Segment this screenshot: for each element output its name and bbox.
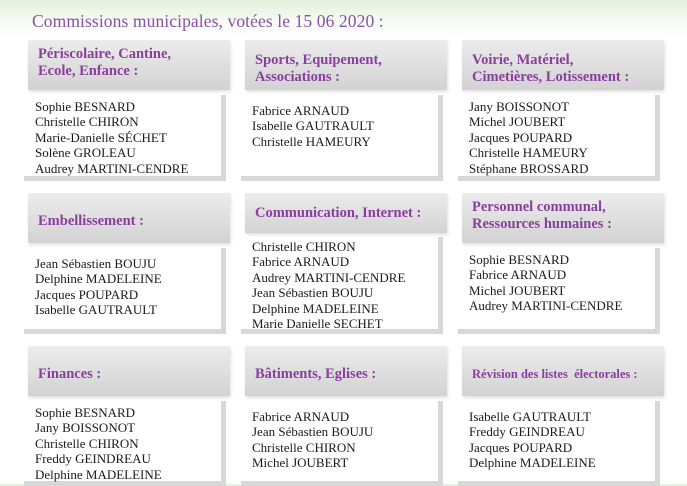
commission-card-batiments: [241, 346, 447, 486]
commission-members: [24, 401, 226, 486]
commission-members: [24, 248, 226, 334]
member-name: Sophie BESNARD: [469, 252, 570, 267]
member-name: Jacques POUPARD: [469, 439, 573, 455]
commission-header: [245, 346, 447, 396]
commission-members: [458, 248, 660, 334]
member-name: Christelle CHIRON: [35, 435, 139, 451]
commission-title: Bâtiments, Eglises :: [255, 365, 377, 382]
member-name: Christelle HAMEURY: [252, 133, 371, 149]
member-name: Sophie BESNARD: [35, 99, 136, 114]
member-name: Audrey MARTINI-CENDRE: [35, 160, 189, 176]
member-name: Christelle CHIRON: [35, 114, 139, 130]
member-name: Marie-Danielle SÉCHET: [35, 129, 167, 145]
commission-members: [24, 95, 226, 181]
commission-members: [458, 95, 660, 181]
member-name: Christelle CHIRON: [252, 439, 356, 455]
commission-members: [241, 95, 443, 181]
member-name: Christelle HAMEURY: [469, 145, 588, 161]
commission-card-voirie: [458, 40, 664, 181]
commission-card-finances: [24, 346, 230, 486]
commissions-grid: [24, 40, 664, 486]
commission-card-sports: [241, 40, 447, 181]
member-name: Solène GROLEAU: [35, 145, 136, 161]
member-name: Sophie BESNARD: [35, 405, 136, 420]
member-name: Freddy GEINDREAU: [469, 424, 585, 440]
member-name: Marie Danielle SECHET: [252, 316, 383, 332]
commission-title: Révision des listes électorales :: [472, 366, 638, 381]
commission-members: [458, 401, 660, 486]
member-name: Fabrice ARNAUD: [252, 254, 350, 270]
member-name: Freddy GEINDREAU: [35, 451, 151, 467]
commission-header: [245, 40, 447, 90]
commission-title: Personnel communal, Ressources humaines :: [472, 199, 612, 232]
member-name: Jany BOISSONOT: [469, 99, 570, 114]
member-name: Stéphane BROSSARD: [469, 160, 589, 176]
member-name: Michel JOUBERT: [252, 455, 349, 471]
commission-title: Communication, Internet :: [255, 204, 422, 221]
commission-title: Sports, Equipement, Associations :: [255, 52, 382, 85]
member-name: Jacques POUPARD: [469, 129, 573, 145]
commission-title: Embellissement :: [38, 212, 144, 229]
commission-members: [241, 237, 443, 334]
commission-header: [462, 346, 664, 396]
commission-header: [28, 193, 230, 243]
member-name: Isabelle GAUTRAULT: [35, 302, 157, 318]
commission-header: [28, 346, 230, 396]
commission-title: Périscolaire, Cantine, Ecole, Enfance :: [38, 46, 172, 79]
commission-card-revision-listes: [458, 346, 664, 486]
member-name: Jacques POUPARD: [35, 286, 139, 302]
commission-title: Finances :: [38, 365, 102, 382]
member-name: Michel JOUBERT: [469, 282, 566, 298]
member-name: Delphine MADELEINE: [35, 466, 162, 482]
member-name: Fabrice ARNAUD: [469, 267, 567, 283]
commission-header: [28, 40, 230, 90]
member-name: Michel JOUBERT: [469, 114, 566, 130]
commission-title: Voirie, Matériel, Cimetières, Lotissement :: [472, 52, 630, 85]
commission-header: [462, 40, 664, 90]
commission-members: [241, 401, 443, 486]
commission-card-personnel: [458, 193, 664, 334]
member-name: Fabrice ARNAUD: [252, 409, 350, 424]
member-name: Delphine MADELEINE: [252, 300, 379, 316]
commission-header: [462, 193, 664, 243]
member-name: Audrey MARTINI-CENDRE: [469, 298, 623, 314]
member-name: Jean Sébastien BOUJU: [252, 285, 374, 301]
commission-card-communication: [241, 193, 447, 334]
member-name: Christelle CHIRON: [252, 239, 356, 254]
member-name: Jean Sébastien BOUJU: [35, 256, 157, 271]
page-title: Commissions municipales, votées le 15 06 2020 :: [32, 11, 384, 31]
member-name: Jany BOISSONOT: [35, 420, 136, 436]
commission-card-embellissement: [24, 193, 230, 334]
member-name: Delphine MADELEINE: [469, 455, 596, 471]
member-name: Audrey MARTINI-CENDRE: [252, 269, 406, 285]
member-name: Delphine MADELEINE: [35, 271, 162, 287]
member-name: Isabelle GAUTRAULT: [252, 118, 374, 134]
commission-header: [245, 193, 447, 233]
commission-card-periscolaire: [24, 40, 230, 181]
member-name: Isabelle GAUTRAULT: [469, 409, 591, 424]
member-name: Fabrice ARNAUD: [252, 103, 350, 118]
member-name: Jean Sébastien BOUJU: [252, 424, 374, 440]
